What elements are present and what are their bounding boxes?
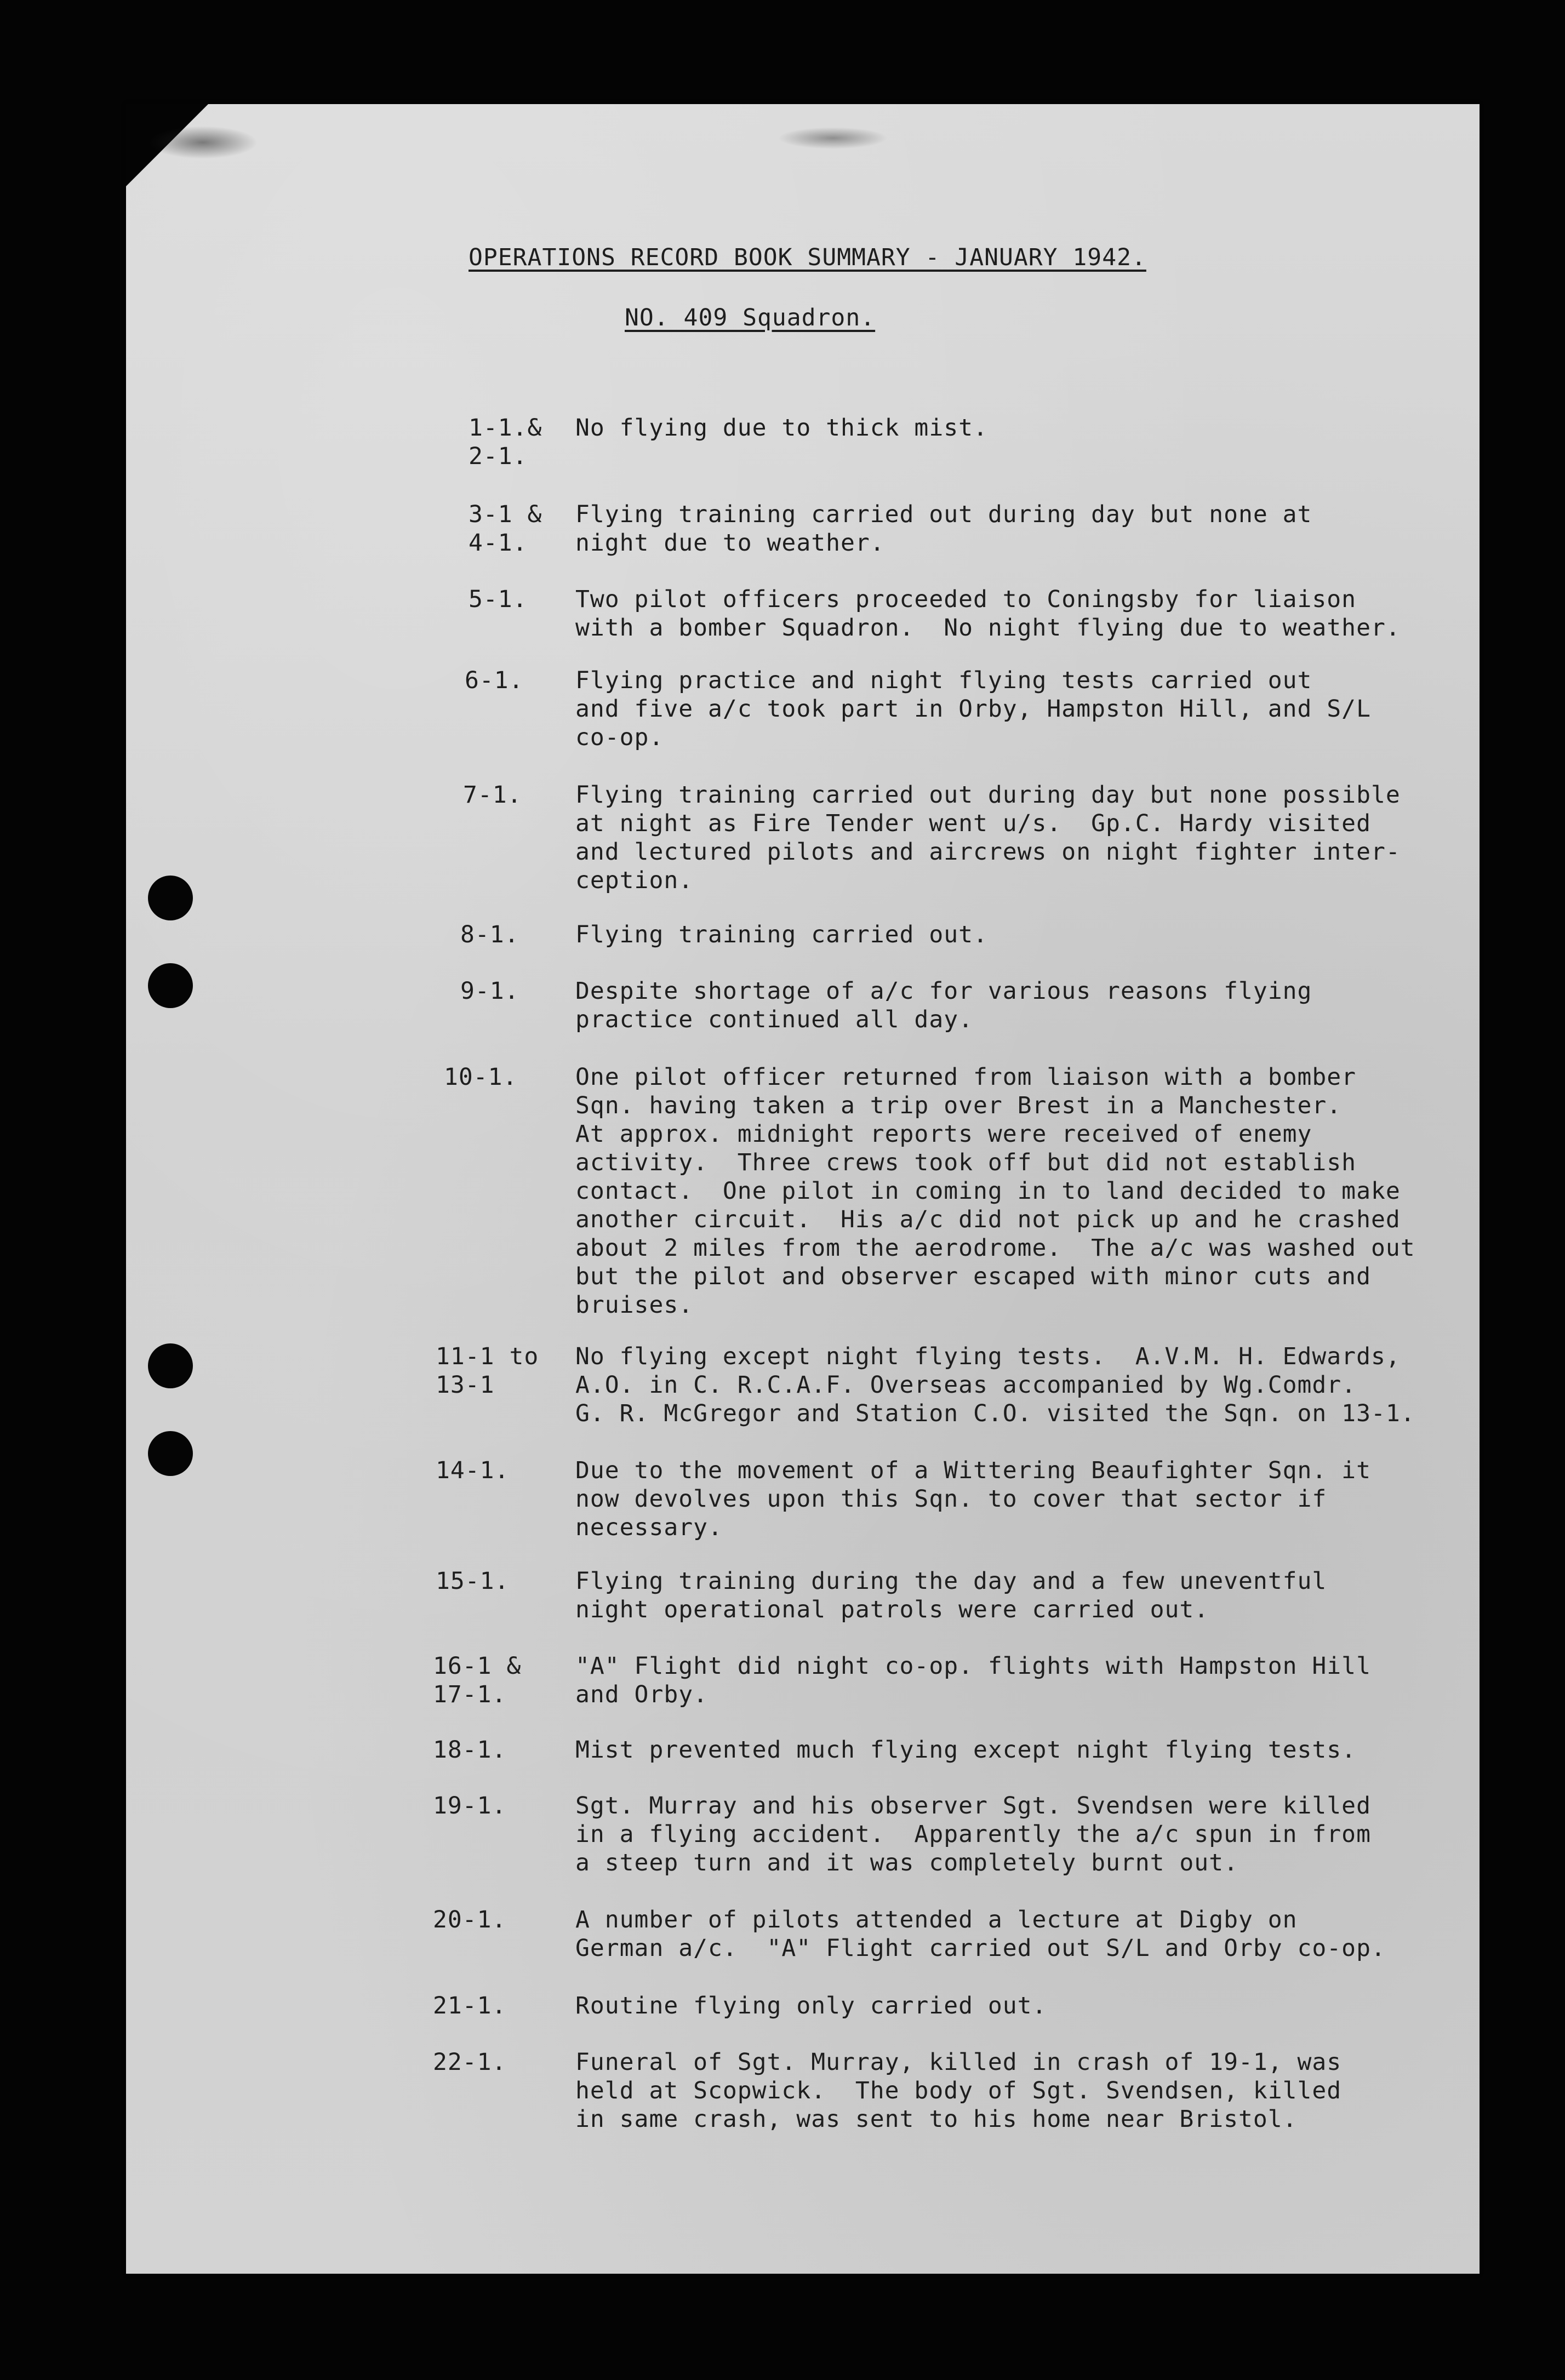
entry-text: Sgt. Murray and his observer Sgt. Svendsen were killed in a flying accident. Apparently the a/c spun in from a steep turn and it was completely burnt out. <box>575 1792 1371 1876</box>
entry-text: Flying training during the day and a few uneventful night operational patrols were carried out. <box>575 1567 1327 1623</box>
entry-text: No flying due to thick mist. <box>575 414 988 442</box>
entry-text: Mist prevented much flying except night flying tests. <box>575 1736 1357 1764</box>
entry-text: A number of pilots attended a lecture at Digby on German a/c. "A" Flight carried out S/L and Orby co-op. <box>575 1906 1386 1962</box>
entry-date: 16-1 & 17-1. <box>433 1652 522 1708</box>
entry-date: 3-1 & 4-1. <box>469 501 542 557</box>
entry-date: 15-1. <box>436 1567 510 1595</box>
entry-text: Routine flying only carried out. <box>575 1992 1047 2019</box>
entry-text: Flying practice and night flying tests carried out and five a/c took part in Orby, Hampston Hill, and S/L co-op. <box>575 667 1371 751</box>
entry-date: 14-1. <box>436 1457 510 1484</box>
entry-text: "A" Flight did night co-op. flights with Hampston Hill and Orby. <box>575 1652 1371 1708</box>
document-subtitle: NO. 409 Squadron. <box>625 304 876 331</box>
entry-date: 7-1. <box>463 781 522 809</box>
entry-date: 8-1. <box>460 921 519 948</box>
entry-text: One pilot officer returned from liaison with a bomber Sqn. having taken a trip over Brest in a Manchester. At approx. midnight reports were received of enemy activity. Three crews took off but did not establish contact. One pilot in coming in to land decided to make another circuit. His a/c did not pick up and he crashed about 2 miles from the aerodrome. The a/c was washed out but the pilot and observer escaped with minor cuts and bruises. <box>575 1063 1415 1319</box>
entry-text: Flying training carried out during day but none possible at night as Fire Tender went u/s. Gp.C. Hardy visited and lectured pilots and aircrews on night fighter inter- ception. <box>575 781 1401 894</box>
entry-text: Funeral of Sgt. Murray, killed in crash of 19-1, was held at Scopwick. The body of Sgt. Svendsen, killed in same crash, was sent to his home near Bristol. <box>575 2049 1342 2133</box>
entry-text: Despite shortage of a/c for various reasons flying practice continued all day. <box>575 977 1312 1033</box>
entry-date: 9-1. <box>460 977 519 1005</box>
entry-text: Flying training carried out during day but none at night due to weather. <box>575 501 1312 557</box>
entry-text: Two pilot officers proceeded to Coningsby for liaison with a bomber Squadron. No night flying due to weather. <box>575 586 1401 642</box>
entry-date: 6-1. <box>465 667 524 694</box>
entry-date: 22-1. <box>433 2049 507 2076</box>
entry-date: 10-1. <box>444 1063 518 1091</box>
entry-date: 1-1.& 2-1. <box>469 414 542 470</box>
entry-date: 18-1. <box>433 1736 507 1764</box>
entry-date: 5-1. <box>469 586 528 613</box>
entry-date: 21-1. <box>433 1992 507 2019</box>
entry-text: No flying except night flying tests. A.V.M. H. Edwards, A.O. in C. R.C.A.F. Overseas accompanied by Wg.Comdr. G. R. McGregor and Station C.O. visited the Sqn. on 13-1. <box>575 1343 1415 1427</box>
entry-text: Flying training carried out. <box>575 921 988 948</box>
entry-date: 11-1 to 13-1 <box>436 1343 539 1399</box>
entry-text: Due to the movement of a Wittering Beaufighter Sqn. it now devolves upon this Sqn. to cover that sector if necessary. <box>575 1457 1371 1541</box>
entry-date: 19-1. <box>433 1792 507 1820</box>
document-title: OPERATIONS RECORD BOOK SUMMARY - JANUARY 1942. <box>469 244 1146 271</box>
entry-date: 20-1. <box>433 1906 507 1933</box>
